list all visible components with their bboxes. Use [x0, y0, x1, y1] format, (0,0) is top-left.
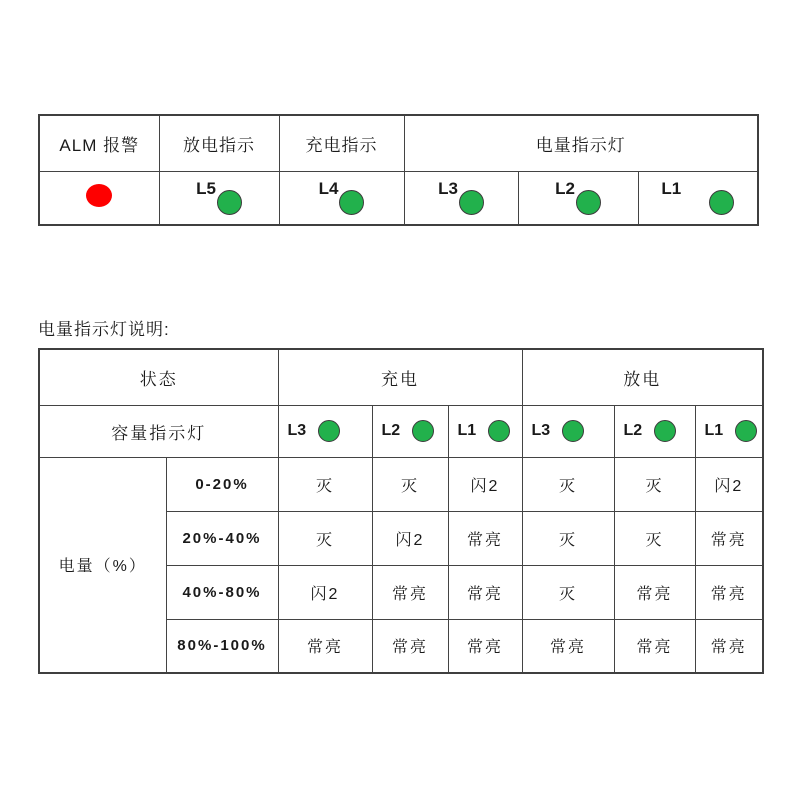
legend-title: 电量指示灯说明:: [38, 320, 170, 339]
cell-value: 灭: [372, 457, 448, 511]
l1-green-lamp-icon: [709, 190, 734, 215]
charge-l2-cell: [372, 405, 448, 457]
range-label: 80%-100%: [166, 619, 278, 673]
cell-value: 灭: [614, 457, 695, 511]
table-row-0-20: [39, 457, 763, 511]
charge-l1-lamp-icon: [488, 420, 510, 442]
cell-value: 灭: [522, 457, 614, 511]
l2-lamp-cell: [518, 171, 638, 225]
alm-red-lamp-icon: [86, 184, 112, 207]
charging-header: 充电: [278, 349, 522, 405]
discharge-l3-lamp-icon: [562, 420, 584, 442]
l2-green-lamp-icon: [576, 190, 601, 215]
cell-value: 灭: [278, 511, 372, 565]
status-header-row: [39, 349, 763, 405]
cell-value: 常亮: [522, 619, 614, 673]
cell-value: 闪2: [448, 457, 522, 511]
l4-green-lamp-icon: [339, 190, 364, 215]
discharge-l1-cell: [695, 405, 763, 457]
state-header: 状态: [39, 349, 278, 405]
charge-l3-cell: [278, 405, 372, 457]
lamp-status-table: [38, 348, 764, 674]
cell-value: 闪2: [372, 511, 448, 565]
cell-value: 常亮: [695, 619, 763, 673]
discharging-header: 放电: [522, 349, 763, 405]
range-label: 40%-80%: [166, 565, 278, 619]
cell-value: 常亮: [695, 511, 763, 565]
discharge-l1-label: L1: [704, 422, 724, 439]
cell-value: 灭: [278, 457, 372, 511]
cell-value: 常亮: [614, 565, 695, 619]
l5-green-lamp-icon: [217, 190, 242, 215]
capacity-lamp-row: [39, 405, 763, 457]
charge-l2-label: L2: [381, 422, 401, 439]
cell-value: 常亮: [372, 619, 448, 673]
l1-label: L1: [661, 179, 682, 199]
cell-value: 常亮: [695, 565, 763, 619]
cell-value: 常亮: [614, 619, 695, 673]
cell-value: 常亮: [448, 511, 522, 565]
cell-value: 灭: [522, 511, 614, 565]
alm-header: ALM 报警: [39, 115, 159, 171]
charge-l3-lamp-icon: [318, 420, 340, 442]
range-label: 0-20%: [166, 457, 278, 511]
cell-value: 常亮: [448, 565, 522, 619]
l3-green-lamp-icon: [459, 190, 484, 215]
discharge-l2-lamp-icon: [654, 420, 676, 442]
indicator-panel-table: [38, 114, 759, 226]
l1-lamp-cell: [638, 171, 758, 225]
cell-value: 常亮: [372, 565, 448, 619]
cell-value: 闪2: [278, 565, 372, 619]
alm-lamp-cell: [39, 171, 159, 225]
cell-value: 灭: [522, 565, 614, 619]
l2-label: L2: [555, 179, 575, 199]
discharge-l2-label: L2: [623, 422, 643, 439]
panel-lamp-row: [39, 171, 758, 225]
discharge-l2-cell: [614, 405, 695, 457]
cell-value: 闪2: [695, 457, 763, 511]
discharge-header: 放电指示: [159, 115, 279, 171]
cell-value: 灭: [614, 511, 695, 565]
range-label: 20%-40%: [166, 511, 278, 565]
cell-value: 常亮: [448, 619, 522, 673]
charge-l1-label: L1: [457, 422, 477, 439]
charge-l3-label: L3: [287, 422, 307, 439]
panel-header-row: [39, 115, 758, 171]
cell-value: 常亮: [278, 619, 372, 673]
l4-lamp-cell: [279, 171, 404, 225]
level-lamps-header: 电量指示灯: [404, 115, 758, 171]
l3-lamp-cell: [404, 171, 518, 225]
capacity-lamp-label: 容量指示灯: [39, 405, 278, 457]
discharge-l3-label: L3: [531, 422, 551, 439]
l3-label: L3: [438, 179, 458, 199]
l5-lamp-cell: [159, 171, 279, 225]
l4-label: L4: [318, 179, 339, 199]
charge-l2-lamp-icon: [412, 420, 434, 442]
l5-label: L5: [196, 179, 216, 199]
discharge-l3-cell: [522, 405, 614, 457]
charge-l1-cell: [448, 405, 522, 457]
discharge-l1-lamp-icon: [735, 420, 757, 442]
charge-header: 充电指示: [279, 115, 404, 171]
battery-percent-group-label: 电量（%）: [39, 457, 166, 673]
